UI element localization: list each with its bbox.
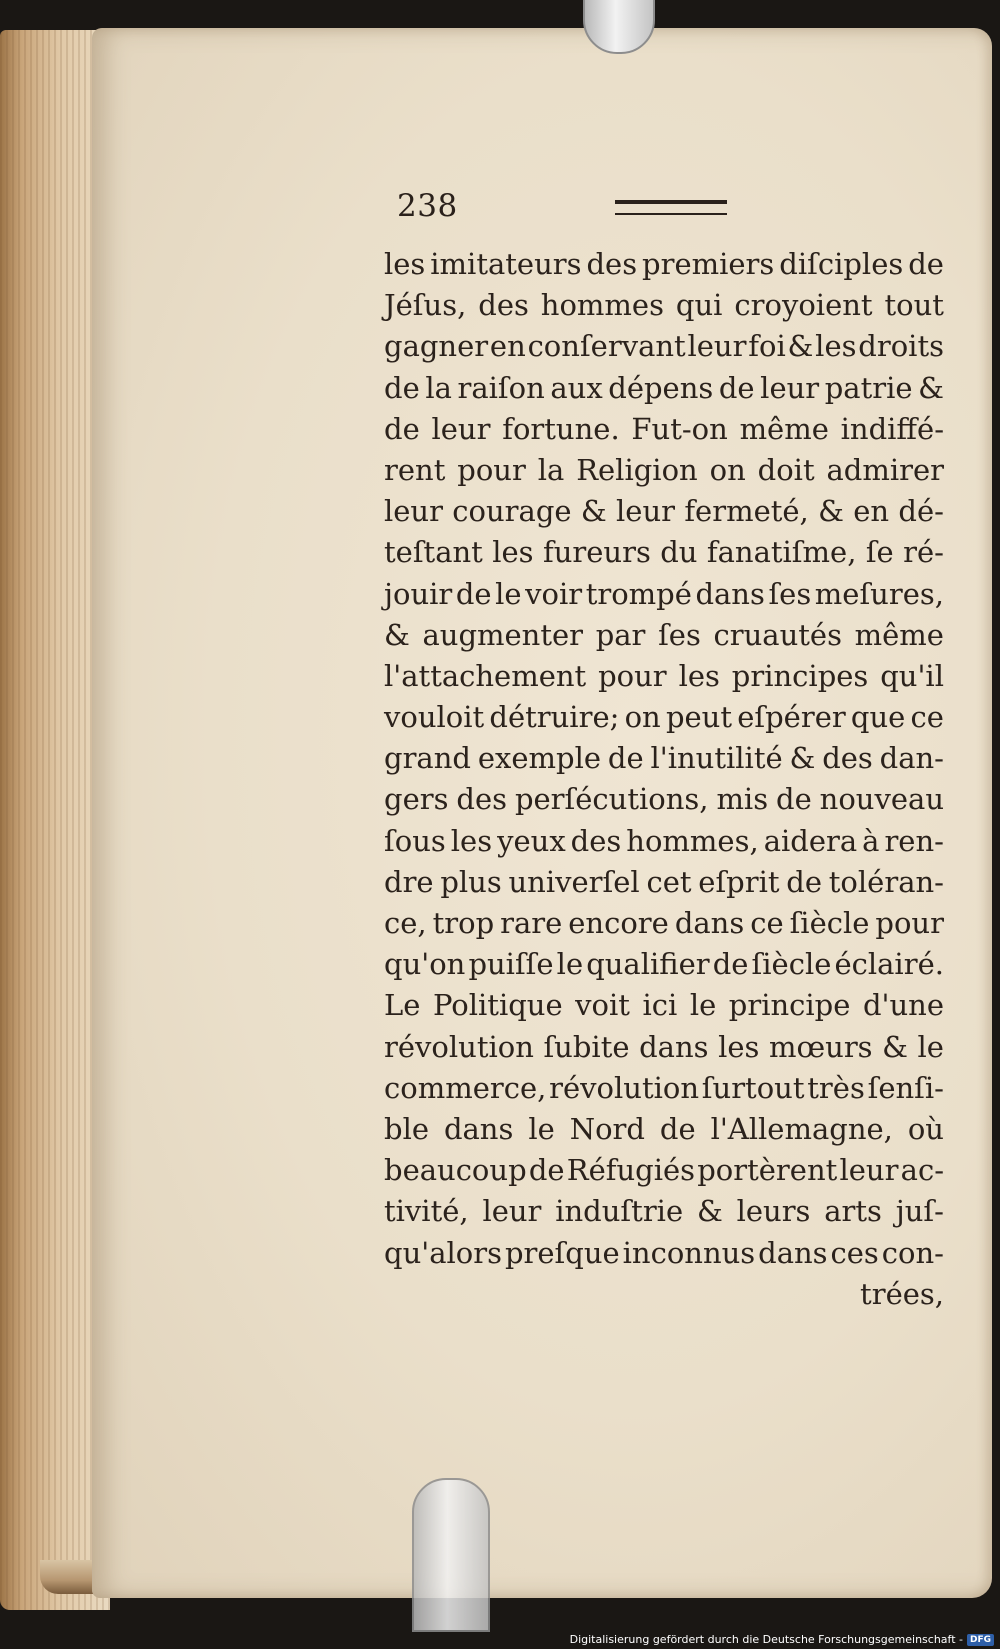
- word: cet: [646, 864, 692, 899]
- word: des: [456, 782, 508, 817]
- text-line: [384, 1109, 944, 1150]
- word: ici: [642, 988, 678, 1023]
- word: ſous: [384, 823, 446, 858]
- text-line: [384, 615, 944, 656]
- word: dans: [443, 1111, 514, 1146]
- page-number: 238: [397, 188, 458, 224]
- word: leur: [839, 1153, 899, 1188]
- word: dépens: [608, 370, 714, 405]
- word: dans: [639, 1029, 709, 1064]
- word: dan-: [879, 741, 944, 776]
- word: hommes,: [626, 823, 759, 858]
- word: aux: [550, 370, 603, 405]
- word: &: [384, 617, 410, 652]
- word: eſprit: [698, 864, 780, 899]
- word: qualifier: [586, 947, 710, 982]
- word: puiſſe: [468, 947, 554, 982]
- word: même: [854, 617, 944, 652]
- word: trop: [432, 906, 495, 940]
- text-line: [384, 779, 944, 820]
- word: de: [786, 864, 823, 899]
- word: où: [907, 1111, 944, 1146]
- digitization-credit: [570, 1633, 994, 1646]
- word: qu'il: [880, 658, 944, 693]
- page-header: [397, 188, 937, 238]
- word: premiers: [642, 247, 775, 281]
- word: on: [624, 700, 661, 735]
- word: teſtant: [384, 535, 483, 570]
- word: de: [776, 782, 812, 817]
- word: de: [712, 947, 749, 982]
- word: tout: [884, 288, 944, 323]
- word: des: [822, 741, 873, 776]
- word: &: [918, 370, 944, 405]
- word: le: [556, 947, 584, 982]
- word: les: [718, 1029, 760, 1064]
- word: leur: [431, 411, 491, 446]
- word: les: [384, 247, 426, 281]
- word: principes: [731, 658, 869, 693]
- word: dans: [758, 1235, 828, 1270]
- word: très: [807, 1070, 865, 1105]
- word: ré-: [903, 535, 944, 570]
- word: de: [659, 1111, 696, 1146]
- word: fortune.: [502, 411, 620, 446]
- word: Jéſus,: [384, 288, 467, 323]
- word: Religion: [576, 452, 698, 487]
- word: ces: [830, 1235, 879, 1270]
- word: tivité,: [384, 1194, 469, 1229]
- text-line: [384, 326, 944, 367]
- word: juſ-: [895, 1194, 944, 1229]
- text-line: [384, 697, 944, 738]
- word: ce: [750, 906, 784, 940]
- word: voir: [525, 576, 583, 611]
- word: vouloit: [384, 700, 485, 735]
- word: cruautés: [713, 617, 842, 652]
- word: plus: [440, 864, 502, 899]
- word: mis: [716, 782, 769, 817]
- word: &: [882, 1029, 908, 1064]
- word: augmenter: [422, 617, 584, 652]
- word: qu'alors: [384, 1235, 502, 1270]
- word: croyoient: [734, 288, 873, 323]
- word: trées,: [860, 1276, 944, 1311]
- word: la: [425, 370, 452, 405]
- word: ſenſi-: [867, 1070, 944, 1105]
- text-line: [384, 1274, 944, 1315]
- word: inconnus: [622, 1235, 756, 1270]
- word: peut: [665, 700, 732, 735]
- word: le: [495, 576, 522, 611]
- word: &: [818, 494, 844, 529]
- text-line: [384, 1150, 944, 1191]
- word: le: [917, 1029, 944, 1064]
- word: grand: [384, 741, 471, 776]
- word: des: [586, 247, 638, 281]
- word: ce,: [384, 906, 427, 940]
- word: les: [450, 823, 493, 858]
- word: éclairé.: [834, 947, 944, 982]
- word: raiſon: [457, 370, 545, 405]
- text-line: [384, 574, 944, 615]
- word: gers: [384, 782, 449, 817]
- word: des: [570, 823, 622, 858]
- word: conſervant: [527, 329, 686, 364]
- text-line: [384, 532, 944, 573]
- book-clip-bottom-icon: [412, 1478, 490, 1632]
- word: de: [908, 247, 944, 281]
- word: la: [537, 452, 565, 487]
- word: dans: [695, 576, 765, 611]
- word: qui: [675, 288, 723, 323]
- word: révolution: [549, 1070, 700, 1105]
- word: ſubite: [543, 1029, 630, 1064]
- word: Nord: [569, 1111, 645, 1146]
- word: l'inutilité: [650, 741, 783, 776]
- word: con-: [881, 1235, 944, 1270]
- word: qu'on: [384, 947, 466, 982]
- text-line: [384, 491, 944, 532]
- word: que: [850, 700, 906, 735]
- word: droits: [858, 329, 944, 364]
- word: nouveau: [819, 782, 944, 817]
- word: ac-: [900, 1153, 944, 1188]
- word: jouir: [384, 576, 453, 611]
- word: du: [660, 535, 698, 570]
- header-rule: [615, 200, 727, 215]
- word: exemple: [477, 741, 602, 776]
- word: mœurs: [768, 1029, 873, 1064]
- word: en: [853, 494, 890, 529]
- word: d'une: [862, 988, 944, 1023]
- word: de: [607, 741, 644, 776]
- text-line: [384, 862, 944, 903]
- word: ce: [910, 700, 944, 735]
- dfg-logo-icon: DFG: [967, 1634, 994, 1646]
- word: les: [678, 658, 720, 693]
- word: en: [489, 329, 526, 364]
- word: yeux: [497, 823, 566, 858]
- word: meſures,: [814, 576, 944, 611]
- word: leur: [384, 494, 443, 529]
- word: arts: [824, 1194, 882, 1229]
- word: patrie: [824, 370, 913, 405]
- word: rare: [500, 906, 563, 940]
- text-line: [384, 1233, 944, 1274]
- word: ſes: [768, 576, 812, 611]
- word: le: [689, 988, 717, 1023]
- word: hommes: [540, 288, 664, 323]
- word: Le: [384, 988, 421, 1023]
- word: pour: [598, 658, 667, 693]
- text-line: [384, 738, 944, 779]
- word: &: [789, 741, 816, 776]
- word: trompé: [585, 576, 692, 611]
- word: dé-: [898, 494, 944, 529]
- word: on: [709, 452, 746, 487]
- word: ble: [384, 1111, 430, 1146]
- word: de: [384, 411, 420, 446]
- word: admirer: [826, 452, 944, 487]
- word: ſiècle: [751, 947, 832, 982]
- text-line: [384, 821, 944, 862]
- text-line: [384, 285, 944, 326]
- text-line: [384, 903, 944, 944]
- word: ren-: [884, 823, 944, 858]
- word: à: [862, 823, 880, 858]
- word: diſciples: [779, 247, 904, 281]
- word: dans: [674, 906, 745, 940]
- word: eſpérer: [737, 700, 846, 735]
- word: ſes: [658, 617, 701, 652]
- word: des: [478, 288, 529, 323]
- text-line: [384, 985, 944, 1026]
- word: portèrent: [697, 1153, 838, 1188]
- word: l'Allemagne,: [710, 1111, 893, 1146]
- word: l'attachement: [384, 658, 587, 693]
- word: toléran-: [828, 864, 944, 899]
- word: encore: [568, 906, 669, 940]
- word: principe: [728, 988, 851, 1023]
- word: leur: [482, 1194, 542, 1229]
- body-text: [384, 244, 944, 1315]
- word: le: [528, 1111, 555, 1146]
- word: induſtrie: [555, 1194, 684, 1229]
- word: de: [384, 370, 420, 405]
- text-line: [384, 1191, 944, 1232]
- word: courage: [452, 494, 572, 529]
- text-line: [384, 409, 944, 450]
- word: de: [455, 576, 492, 611]
- word: les: [492, 535, 534, 570]
- word: de: [528, 1153, 565, 1188]
- word: commerce,: [384, 1070, 547, 1105]
- word: &: [580, 494, 607, 529]
- word: foi: [748, 329, 786, 364]
- word: rent: [384, 452, 446, 487]
- word: leur: [760, 370, 820, 405]
- word: perſécutions,: [514, 782, 709, 817]
- word: leur: [616, 494, 675, 529]
- word: doit: [757, 452, 815, 487]
- text-line: [384, 944, 944, 985]
- word: fanatiſme,: [706, 535, 857, 570]
- word: fermeté,: [684, 494, 809, 529]
- word: pour: [457, 452, 526, 487]
- word: imitateurs: [430, 247, 582, 281]
- word: révolution: [384, 1029, 534, 1064]
- word: univerſel: [508, 864, 640, 899]
- word: Réfugiés: [566, 1153, 696, 1188]
- text-line: [384, 368, 944, 409]
- word: ſiècle: [789, 906, 870, 940]
- word: de: [718, 370, 755, 405]
- word: voit: [575, 988, 630, 1023]
- word: Politique: [432, 988, 563, 1023]
- word: Fut-on: [631, 411, 728, 446]
- word: dre: [384, 864, 434, 899]
- word: leurs: [736, 1194, 811, 1229]
- word: beaucoup: [384, 1153, 527, 1188]
- word: pour: [875, 906, 944, 940]
- text-line: [384, 450, 944, 491]
- text-line: [384, 1027, 944, 1068]
- word: &: [696, 1194, 723, 1229]
- word: par: [595, 617, 646, 652]
- word: les: [815, 329, 857, 364]
- word: &: [787, 329, 814, 364]
- text-line: [384, 1068, 944, 1109]
- word: preſque: [504, 1235, 620, 1270]
- text-line: [384, 244, 944, 285]
- word: aidera: [763, 823, 858, 858]
- word: ſurtout: [701, 1070, 805, 1105]
- word: leur: [687, 329, 747, 364]
- text-line: [384, 656, 944, 697]
- credit-text: Digitalisierung gefördert durch die Deutsche Forschungsgemeinschaft -: [569, 1633, 963, 1646]
- word: indiffé-: [840, 411, 944, 446]
- word: détruire;: [489, 700, 620, 735]
- word: gagner: [384, 329, 489, 364]
- word: fureurs: [542, 535, 651, 570]
- word: même: [739, 411, 829, 446]
- word: ſe: [865, 535, 894, 570]
